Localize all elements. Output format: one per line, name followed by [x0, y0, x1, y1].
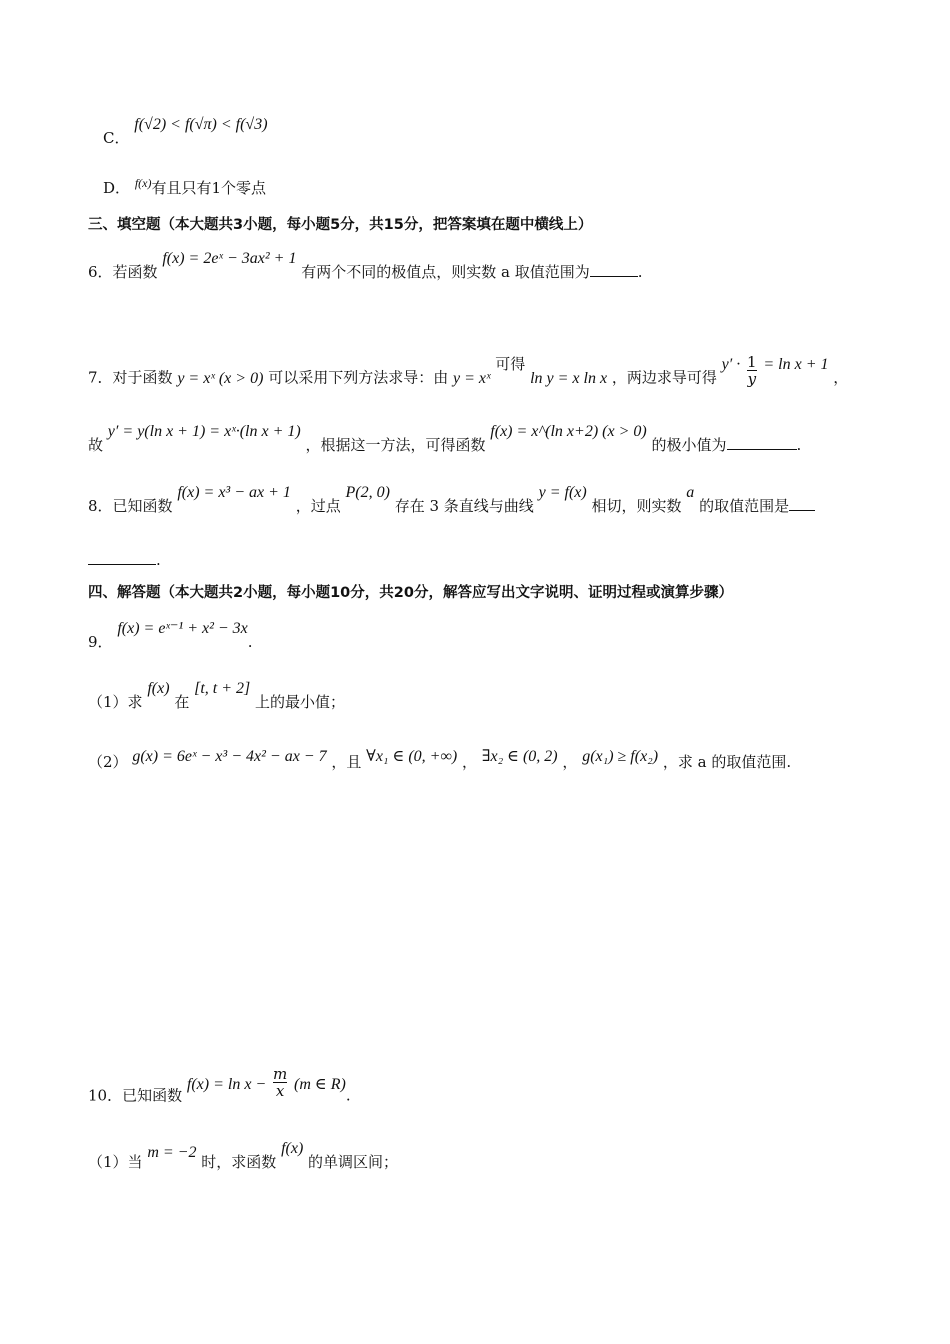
denominator: y — [747, 370, 757, 388]
text: ， — [562, 753, 578, 771]
formula: f(x) — [281, 1140, 304, 1157]
part-label: （1）当 — [88, 1153, 143, 1171]
question-8-continuation — [88, 550, 161, 570]
formula: ∃x₂ ∈ (0, 2) — [481, 748, 558, 765]
formula: ln y = x ln x — [530, 369, 608, 387]
formula: y = f(x) — [538, 484, 587, 501]
formula: g(x₁) ≥ f(x₂) — [582, 748, 659, 765]
q5-option-d — [103, 178, 266, 199]
formula: f(x) = x^(ln x+2) (x > 0) — [490, 423, 647, 440]
text: 上的最小值； — [255, 693, 346, 711]
formula: (m ∈ R) — [294, 1075, 346, 1093]
end-mark: . — [156, 551, 161, 569]
question-number: 10．已知函数 — [88, 1086, 183, 1105]
answer-blank[interactable] — [727, 435, 797, 450]
question-7-line-2 — [88, 423, 802, 456]
text: 相切，则实数 — [591, 497, 682, 515]
numerator: m — [273, 1065, 288, 1083]
formula: m = −2 — [147, 1144, 197, 1161]
text: 的取值范围是 — [699, 497, 790, 515]
text: ，根据这一方法，可得函数 — [305, 436, 486, 454]
end-mark: . — [247, 633, 253, 651]
answer-blank-continuation[interactable] — [88, 550, 156, 565]
part-label: （1）求 — [88, 693, 143, 711]
question-7-line-1 — [88, 353, 849, 395]
text: 的极小值为 — [651, 436, 727, 454]
text: 可得 — [495, 354, 526, 373]
formula: a — [686, 484, 695, 501]
option-text: 有且只有1个零点 — [151, 179, 267, 197]
question-10-part-1 — [88, 1140, 399, 1173]
q5-option-c — [103, 116, 268, 149]
question-9-part-2 — [88, 748, 792, 773]
text: ， — [833, 368, 849, 387]
section-4-heading: 四、解答题（本大题共2小题，每小题10分，共20分，解答应写出文字说明、证明过程或演算步骤） — [88, 585, 733, 601]
text: ，过点 — [295, 497, 341, 515]
section-3-heading: 三、填空题（本大题共3小题，每小题5分，共15分，把答案填在题中横线上） — [88, 217, 593, 233]
end-mark: . — [796, 436, 802, 454]
end-mark: . — [637, 263, 643, 281]
question-9-part-1 — [88, 680, 346, 713]
text: ，且 — [331, 753, 362, 771]
question-8 — [88, 484, 815, 517]
option-label: D． — [103, 179, 131, 197]
formula: = ln x + 1 — [763, 355, 829, 373]
question-text: 有两个不同的极值点，则实数 a 取值范围为 — [301, 263, 590, 281]
formula: P(2, 0) — [345, 484, 390, 501]
question-number: 8．已知函数 — [88, 497, 173, 515]
question-number: 7．对于函数 — [88, 368, 173, 387]
option-label: C． — [103, 129, 130, 147]
question-9 — [88, 620, 253, 653]
fraction — [273, 1066, 287, 1099]
formula: f(x) — [134, 176, 152, 190]
formula: [t, t + 2] — [194, 680, 251, 697]
fraction — [747, 354, 757, 387]
text: 在 — [174, 693, 190, 711]
text: 时，求函数 — [201, 1153, 277, 1171]
text: 可以采用下列方法求导：由 — [268, 368, 449, 387]
formula: f(x) = 2eˣ − 3ax² + 1 — [162, 250, 297, 267]
formula: g(x) = 6eˣ − x³ − 4x² − ax − 7 — [132, 748, 327, 765]
formula: f(√2) < f(√π) < f(√3) — [134, 116, 268, 133]
text: ，求 a 的取值范围. — [662, 753, 792, 771]
formula: y = xˣ — [452, 369, 491, 387]
end-mark: . — [345, 1086, 351, 1105]
formula: y′ · — [721, 355, 741, 373]
formula: f(x) — [147, 680, 170, 697]
text: ， — [461, 753, 477, 771]
text: 故 — [88, 436, 104, 454]
part-label: （2） — [88, 753, 128, 771]
text: 的单调区间； — [308, 1153, 399, 1171]
question-number: 6．若函数 — [88, 263, 158, 281]
question-number: 9． — [88, 633, 113, 651]
text: ，两边求导可得 — [611, 368, 717, 387]
formula: y = xˣ (x > 0) — [177, 369, 264, 387]
formula: ∀x₁ ∈ (0, +∞) — [366, 748, 458, 765]
denominator: x — [275, 1082, 285, 1100]
formula: f(x) = x³ − ax + 1 — [177, 484, 291, 501]
question-6 — [88, 250, 643, 283]
numerator: 1 — [747, 353, 757, 371]
formula: f(x) = ln x − — [186, 1075, 267, 1093]
text: 存在 3 条直线与曲线 — [394, 497, 534, 515]
answer-blank[interactable] — [590, 262, 638, 277]
formula: y′ = y(ln x + 1) = xˣ·(ln x + 1) — [107, 423, 301, 440]
answer-blank[interactable] — [789, 496, 815, 511]
formula: f(x) = eˣ⁻¹ + x² − 3x — [117, 620, 248, 637]
question-10 — [88, 1065, 351, 1113]
